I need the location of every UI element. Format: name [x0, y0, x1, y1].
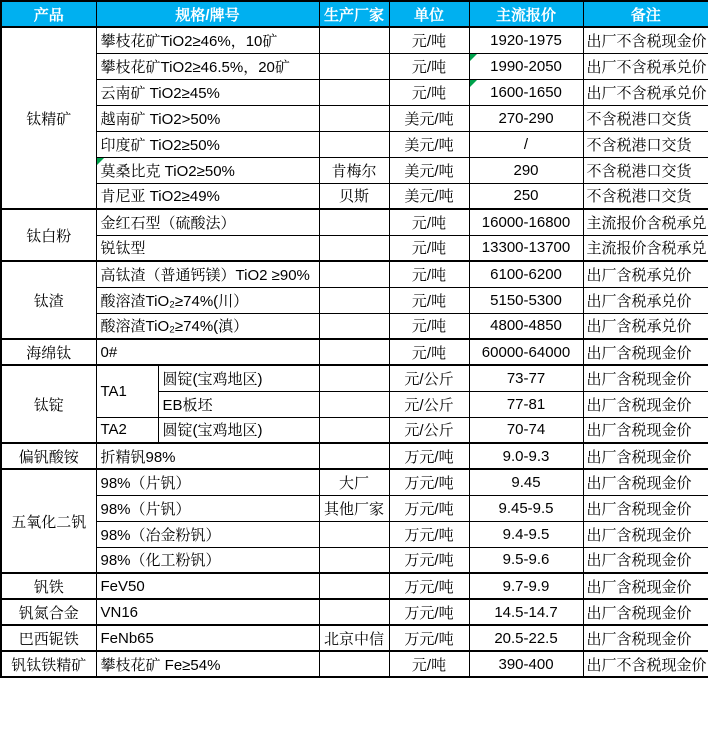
- cell-unit[interactable]: [389, 27, 469, 53]
- cell-unit[interactable]: [389, 469, 469, 495]
- cell-unit-text: 元/公斤: [404, 396, 454, 414]
- price-table-body: [1, 27, 708, 677]
- cell-product[interactable]: [1, 209, 96, 261]
- cell-spec-text: 0#: [100, 343, 118, 361]
- cell-spec-text: FeV50: [100, 577, 145, 595]
- table-row: [1, 313, 708, 339]
- cell-product[interactable]: [1, 27, 96, 209]
- cell-product[interactable]: [1, 573, 96, 599]
- table-row: [1, 651, 708, 677]
- cell-spec-grade[interactable]: [96, 417, 158, 443]
- cell-unit-text: 元/吨: [411, 214, 447, 232]
- cell-manufacturer[interactable]: [319, 573, 389, 599]
- cell-manufacturer[interactable]: [319, 53, 389, 79]
- cell-note[interactable]: [583, 183, 708, 209]
- cell-spec[interactable]: [96, 573, 319, 599]
- cell-unit[interactable]: [389, 547, 469, 573]
- cell-unit[interactable]: [389, 443, 469, 469]
- cell-price[interactable]: [469, 183, 583, 209]
- cell-spec-text: 锐钛型: [100, 240, 146, 258]
- cell-manufacturer[interactable]: [319, 469, 389, 495]
- table-row: [1, 339, 708, 365]
- cell-unit-text: 万元/吨: [404, 552, 454, 570]
- cell-manufacturer[interactable]: [319, 287, 389, 313]
- cell-price-text: 290: [513, 161, 539, 179]
- cell-spec[interactable]: [96, 53, 319, 79]
- cell-product-text: 钒氮合金: [18, 604, 79, 622]
- cell-note-text: 主流报价含税承兑: [586, 214, 707, 232]
- cell-spec-text: 酸溶渣TiO₂≥74%(滇）: [100, 318, 249, 336]
- cell-spec-text: 98%（化工粉钒）: [100, 552, 221, 570]
- col-header-manufacturer[interactable]: 生产厂家: [319, 1, 389, 27]
- cell-note[interactable]: [583, 261, 708, 287]
- table-row: [1, 495, 708, 521]
- cell-spec-text: 高钛渣（普通钙镁）TiO2 ≥90%: [100, 266, 310, 284]
- cell-product[interactable]: [1, 443, 96, 469]
- comment-flag-icon: [470, 80, 477, 87]
- cell-product[interactable]: [1, 365, 96, 443]
- cell-spec-form-text: EB板坯: [162, 396, 213, 414]
- table-row: [1, 287, 708, 313]
- col-header-spec[interactable]: 规格/牌号: [96, 1, 319, 27]
- table-row: [1, 209, 708, 235]
- cell-product-text: 偏钒酸铵: [18, 448, 79, 466]
- cell-note[interactable]: [583, 79, 708, 105]
- cell-price-text: 73-77: [506, 369, 546, 387]
- cell-unit[interactable]: [389, 339, 469, 365]
- cell-price-text: 77-81: [506, 395, 546, 413]
- cell-spec[interactable]: [96, 105, 319, 131]
- cell-spec[interactable]: [96, 235, 319, 261]
- cell-price-text: 14.5-14.7: [494, 603, 558, 621]
- cell-price[interactable]: [469, 365, 583, 391]
- comment-flag-icon: [470, 54, 477, 61]
- cell-spec-text: 98%（冶金粉钒）: [100, 526, 221, 544]
- cell-product[interactable]: [1, 339, 96, 365]
- cell-note-text: 出厂含税现金价: [586, 396, 692, 414]
- cell-manufacturer[interactable]: [319, 599, 389, 625]
- cell-spec-grade-text: TA2: [100, 421, 127, 439]
- cell-price[interactable]: [469, 391, 583, 417]
- cell-price[interactable]: [469, 599, 583, 625]
- cell-note-text: 出厂含税承兑价: [586, 266, 692, 284]
- cell-note-text: 出厂含税现金价: [586, 552, 692, 570]
- cell-unit[interactable]: [389, 261, 469, 287]
- cell-note-text: 出厂含税承兑价: [586, 292, 692, 310]
- table-row: [1, 573, 708, 599]
- cell-manufacturer[interactable]: [319, 79, 389, 105]
- cell-manufacturer[interactable]: [319, 131, 389, 157]
- cell-unit-text: 美元/吨: [404, 110, 454, 128]
- cell-price-text: 390-400: [498, 655, 554, 673]
- cell-note[interactable]: [583, 417, 708, 443]
- cell-product-text: 钛精矿: [26, 110, 72, 128]
- cell-price-text: 70-74: [506, 421, 546, 439]
- cell-note[interactable]: [583, 157, 708, 183]
- cell-spec[interactable]: [96, 261, 319, 287]
- cell-unit-text: 元/吨: [411, 58, 447, 76]
- cell-spec-text: 98%（片钒）: [100, 474, 191, 492]
- col-header-note[interactable]: 备注: [583, 1, 708, 27]
- cell-price[interactable]: [469, 625, 583, 651]
- cell-unit[interactable]: [389, 235, 469, 261]
- cell-note-text: 出厂含税现金价: [586, 500, 692, 518]
- cell-note[interactable]: [583, 131, 708, 157]
- cell-manufacturer[interactable]: [319, 443, 389, 469]
- cell-unit[interactable]: [389, 599, 469, 625]
- cell-product-text: 钒铁: [33, 578, 64, 596]
- cell-price-text: 9.45: [511, 473, 541, 491]
- cell-product-text: 钒钛铁精矿: [11, 656, 87, 674]
- cell-unit-text: 万元/吨: [404, 474, 454, 492]
- cell-spec[interactable]: [96, 599, 319, 625]
- cell-price[interactable]: [469, 495, 583, 521]
- col-header-price[interactable]: 主流报价: [469, 1, 583, 27]
- cell-spec[interactable]: [96, 157, 319, 183]
- cell-unit-text: 万元/吨: [404, 500, 454, 518]
- cell-spec-grade-text: TA1: [100, 382, 127, 400]
- col-header-unit[interactable]: 单位: [389, 1, 469, 27]
- cell-spec-form[interactable]: [158, 391, 319, 417]
- cell-note-text: 出厂含税现金价: [586, 370, 692, 388]
- cell-spec[interactable]: [96, 651, 319, 677]
- cell-note-text: 出厂不含税现金价: [586, 656, 707, 674]
- cell-price-text: /: [523, 135, 529, 153]
- cell-note-text: 出厂不含税现金价: [586, 32, 707, 50]
- cell-manufacturer-text: 肯梅尔: [331, 162, 377, 180]
- cell-unit-text: 美元/吨: [404, 162, 454, 180]
- cell-price[interactable]: [469, 339, 583, 365]
- cell-price[interactable]: [469, 27, 583, 53]
- cell-spec-text: FeNb65: [100, 629, 154, 647]
- cell-spec[interactable]: [96, 469, 319, 495]
- cell-unit-text: 元/吨: [411, 292, 447, 310]
- cell-manufacturer[interactable]: [319, 209, 389, 235]
- cell-manufacturer-text: 贝斯: [339, 188, 370, 206]
- cell-spec[interactable]: [96, 495, 319, 521]
- cell-price-text: 20.5-22.5: [494, 629, 558, 647]
- cell-unit-text: 元/吨: [411, 32, 447, 50]
- cell-manufacturer[interactable]: [319, 261, 389, 287]
- cell-unit[interactable]: [389, 573, 469, 599]
- cell-price[interactable]: [469, 287, 583, 313]
- cell-note-text: 出厂含税现金价: [586, 604, 692, 622]
- cell-unit-text: 万元/吨: [404, 604, 454, 622]
- cell-unit[interactable]: [389, 131, 469, 157]
- cell-manufacturer[interactable]: [319, 625, 389, 651]
- cell-price-text: 4800-4850: [490, 317, 562, 335]
- cell-note-text: 出厂含税现金价: [586, 344, 692, 362]
- cell-unit[interactable]: [389, 365, 469, 391]
- cell-product-text: 五氧化二钒: [11, 513, 87, 531]
- cell-price[interactable]: [469, 521, 583, 547]
- cell-price-text: 1600-1650: [490, 83, 562, 101]
- cell-spec-text: 金红石型（硫酸法）: [100, 214, 236, 232]
- cell-spec-text: VN16: [100, 603, 139, 621]
- cell-price[interactable]: [469, 469, 583, 495]
- cell-unit[interactable]: [389, 495, 469, 521]
- cell-price[interactable]: [469, 79, 583, 105]
- cell-note-text: 不含税港口交货: [586, 162, 692, 180]
- cell-price-text: 9.45-9.5: [498, 499, 554, 517]
- cell-price-text: 6100-6200: [490, 265, 562, 283]
- table-row: [1, 131, 708, 157]
- cell-spec-text: 攀枝花矿TiO2≥46%，10矿: [100, 32, 278, 50]
- table-row: [1, 157, 708, 183]
- cell-unit-text: 元/吨: [411, 318, 447, 336]
- cell-manufacturer[interactable]: [319, 391, 389, 417]
- cell-price[interactable]: [469, 53, 583, 79]
- cell-manufacturer[interactable]: [319, 105, 389, 131]
- cell-price-text: 16000-16800: [481, 213, 571, 231]
- cell-unit[interactable]: [389, 183, 469, 209]
- cell-price[interactable]: [469, 261, 583, 287]
- table-row: [1, 235, 708, 261]
- cell-note-text: 出厂含税现金价: [586, 578, 692, 596]
- cell-price[interactable]: [469, 651, 583, 677]
- cell-note[interactable]: [583, 365, 708, 391]
- cell-unit-text: 万元/吨: [404, 448, 454, 466]
- cell-price-text: 13300-13700: [481, 239, 571, 257]
- col-header-product[interactable]: 产品: [1, 1, 96, 27]
- cell-note[interactable]: [583, 391, 708, 417]
- cell-price[interactable]: [469, 313, 583, 339]
- cell-price-text: 250: [513, 187, 539, 205]
- table-row: [1, 79, 708, 105]
- cell-note[interactable]: [583, 209, 708, 235]
- cell-product-text: 钛白粉: [26, 227, 72, 245]
- cell-spec[interactable]: [96, 521, 319, 547]
- cell-manufacturer[interactable]: [319, 651, 389, 677]
- cell-note[interactable]: [583, 27, 708, 53]
- cell-spec-text: 越南矿 TiO2>50%: [100, 110, 221, 128]
- cell-price[interactable]: [469, 547, 583, 573]
- cell-price-text: 9.5-9.6: [502, 551, 550, 569]
- cell-price-text: 60000-64000: [481, 343, 571, 361]
- cell-unit-text: 元/吨: [411, 656, 447, 674]
- cell-note[interactable]: [583, 313, 708, 339]
- cell-spec[interactable]: [96, 79, 319, 105]
- cell-price-text: 9.0-9.3: [502, 447, 550, 465]
- cell-note-text: 不含税港口交货: [586, 188, 692, 206]
- cell-price-text: 9.7-9.9: [502, 577, 550, 595]
- table-row: [1, 261, 708, 287]
- cell-spec-text: 莫桑比克 TiO2≥50%: [100, 162, 235, 180]
- cell-price-text: 9.4-9.5: [502, 525, 550, 543]
- header-row: [1, 1, 708, 27]
- cell-note[interactable]: [583, 625, 708, 651]
- cell-manufacturer[interactable]: [319, 365, 389, 391]
- cell-note-text: 出厂不含税承兑价: [586, 58, 707, 76]
- cell-spec-form-text: 圆锭(宝鸡地区): [162, 422, 263, 440]
- cell-spec-form[interactable]: [158, 365, 319, 391]
- cell-unit[interactable]: [389, 391, 469, 417]
- cell-unit-text: 万元/吨: [404, 578, 454, 596]
- cell-unit-text: 美元/吨: [404, 188, 454, 206]
- cell-note-text: 出厂含税现金价: [586, 448, 692, 466]
- cell-price-text: 1920-1975: [490, 31, 562, 49]
- table-row: [1, 53, 708, 79]
- cell-unit-text: 元/公斤: [404, 370, 454, 388]
- cell-spec-text: 98%（片钒）: [100, 500, 191, 518]
- cell-product[interactable]: [1, 261, 96, 339]
- cell-note-text: 不含税港口交货: [586, 110, 692, 128]
- cell-spec[interactable]: [96, 131, 319, 157]
- cell-manufacturer[interactable]: [319, 495, 389, 521]
- cell-manufacturer[interactable]: [319, 183, 389, 209]
- cell-product[interactable]: [1, 599, 96, 625]
- cell-note[interactable]: [583, 495, 708, 521]
- table-row: [1, 599, 708, 625]
- cell-note[interactable]: [583, 235, 708, 261]
- cell-price[interactable]: [469, 105, 583, 131]
- cell-unit[interactable]: [389, 157, 469, 183]
- cell-spec-text: 云南矿 TiO2≥45%: [100, 84, 220, 102]
- cell-price[interactable]: [469, 443, 583, 469]
- cell-unit[interactable]: [389, 417, 469, 443]
- comment-flag-icon: [97, 158, 104, 165]
- cell-unit-text: 元/公斤: [404, 422, 454, 440]
- cell-price[interactable]: [469, 209, 583, 235]
- cell-note-text: 主流报价含税承兑: [586, 240, 707, 258]
- cell-spec-text: 印度矿 TiO2≥50%: [100, 136, 220, 154]
- cell-manufacturer[interactable]: [319, 313, 389, 339]
- table-row: [1, 443, 708, 469]
- cell-spec[interactable]: [96, 443, 319, 469]
- table-row: [1, 105, 708, 131]
- cell-manufacturer[interactable]: [319, 417, 389, 443]
- table-row: [1, 183, 708, 209]
- cell-spec[interactable]: [96, 339, 319, 365]
- cell-unit[interactable]: [389, 625, 469, 651]
- cell-note[interactable]: [583, 547, 708, 573]
- cell-note-text: 出厂不含税承兑价: [586, 84, 707, 102]
- cell-spec[interactable]: [96, 625, 319, 651]
- cell-price-text: 270-290: [498, 109, 554, 127]
- table-row: [1, 469, 708, 495]
- cell-manufacturer-text: 大厂: [339, 474, 370, 492]
- cell-price-text: 1990-2050: [490, 57, 562, 75]
- cell-price[interactable]: [469, 235, 583, 261]
- cell-spec[interactable]: [96, 547, 319, 573]
- cell-unit[interactable]: [389, 105, 469, 131]
- cell-note[interactable]: [583, 573, 708, 599]
- cell-product-text: 海绵钛: [26, 344, 72, 362]
- table-row: [1, 521, 708, 547]
- cell-product-text: 巴西铌铁: [18, 630, 79, 648]
- cell-manufacturer[interactable]: [319, 547, 389, 573]
- cell-product[interactable]: [1, 651, 96, 677]
- cell-spec-text: 肯尼亚 TiO2≥49%: [100, 188, 220, 206]
- cell-unit-text: 元/吨: [411, 344, 447, 362]
- cell-unit[interactable]: [389, 287, 469, 313]
- cell-note[interactable]: [583, 651, 708, 677]
- cell-manufacturer-text: 北京中信: [324, 630, 385, 648]
- cell-spec-text: 攀枝花矿TiO2≥46.5%，20矿: [100, 58, 290, 76]
- cell-note[interactable]: [583, 469, 708, 495]
- cell-note[interactable]: [583, 53, 708, 79]
- cell-product[interactable]: [1, 625, 96, 651]
- cell-note-text: 不含税港口交货: [586, 136, 692, 154]
- cell-unit[interactable]: [389, 313, 469, 339]
- cell-note-text: 出厂含税现金价: [586, 630, 692, 648]
- cell-unit-text: 元/吨: [411, 240, 447, 258]
- cell-spec-text: 攀枝花矿 Fe≥54%: [100, 656, 221, 674]
- cell-note[interactable]: [583, 287, 708, 313]
- cell-spec[interactable]: [96, 313, 319, 339]
- cell-price[interactable]: [469, 417, 583, 443]
- cell-unit[interactable]: [389, 521, 469, 547]
- cell-manufacturer[interactable]: [319, 521, 389, 547]
- cell-unit[interactable]: [389, 651, 469, 677]
- cell-unit-text: 元/吨: [411, 84, 447, 102]
- cell-unit[interactable]: [389, 53, 469, 79]
- cell-spec-form[interactable]: [158, 417, 319, 443]
- cell-manufacturer[interactable]: [319, 235, 389, 261]
- cell-note-text: 出厂含税现金价: [586, 422, 692, 440]
- cell-note[interactable]: [583, 105, 708, 131]
- cell-note-text: 出厂含税现金价: [586, 526, 692, 544]
- cell-manufacturer[interactable]: [319, 339, 389, 365]
- cell-product[interactable]: [1, 469, 96, 573]
- cell-note[interactable]: [583, 443, 708, 469]
- cell-price[interactable]: [469, 573, 583, 599]
- cell-spec[interactable]: [96, 183, 319, 209]
- cell-price[interactable]: [469, 157, 583, 183]
- table-row: [1, 417, 708, 443]
- cell-spec[interactable]: [96, 287, 319, 313]
- cell-note[interactable]: [583, 521, 708, 547]
- cell-note-text: 出厂含税现金价: [586, 474, 692, 492]
- cell-product-text: 钛锭: [33, 396, 64, 414]
- cell-unit-text: 美元/吨: [404, 136, 454, 154]
- table-row: [1, 547, 708, 573]
- cell-unit[interactable]: [389, 79, 469, 105]
- table-row: [1, 27, 708, 53]
- cell-unit-text: 万元/吨: [404, 526, 454, 544]
- table-row: [1, 365, 708, 391]
- cell-spec-form-text: 圆锭(宝鸡地区): [162, 370, 263, 388]
- table-row: [1, 625, 708, 651]
- cell-spec-text: 酸溶渣TiO₂≥74%(川）: [100, 292, 249, 310]
- cell-unit-text: 万元/吨: [404, 630, 454, 648]
- cell-product-text: 钛渣: [33, 292, 64, 310]
- cell-unit-text: 元/吨: [411, 266, 447, 284]
- cell-spec[interactable]: [96, 27, 319, 53]
- cell-spec[interactable]: [96, 209, 319, 235]
- cell-spec-grade[interactable]: [96, 365, 158, 417]
- cell-unit[interactable]: [389, 209, 469, 235]
- cell-manufacturer[interactable]: [319, 27, 389, 53]
- cell-note[interactable]: [583, 599, 708, 625]
- cell-note-text: 出厂含税承兑价: [586, 318, 692, 336]
- cell-spec-text: 折精钒98%: [100, 448, 176, 466]
- cell-price-text: 5150-5300: [490, 291, 562, 309]
- cell-price[interactable]: [469, 131, 583, 157]
- cell-manufacturer-text: 其他厂家: [324, 500, 385, 518]
- cell-note[interactable]: [583, 339, 708, 365]
- cell-manufacturer[interactable]: [319, 157, 389, 183]
